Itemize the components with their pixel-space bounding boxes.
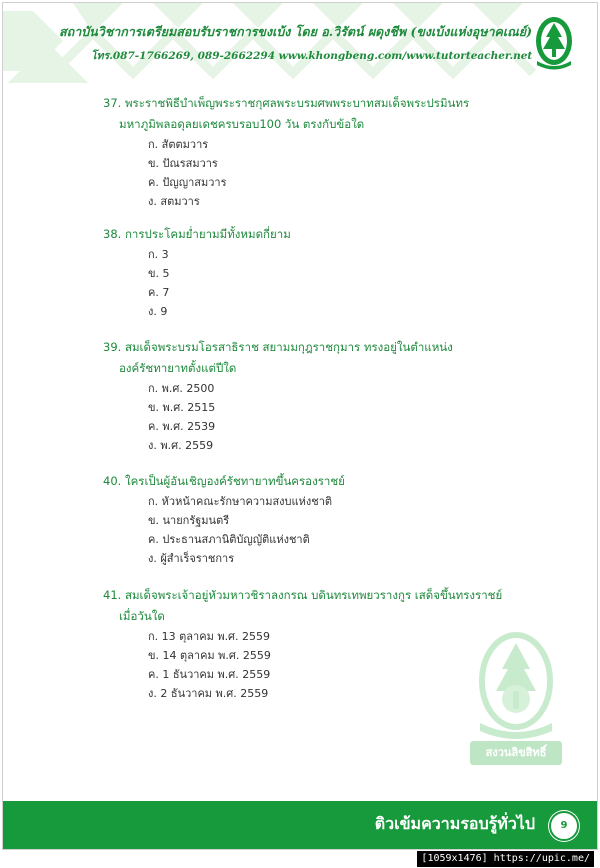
question-text: การประโคมย่ำยามมีทั้งหมดกี่ยาม bbox=[124, 227, 291, 241]
question-number: 41. bbox=[103, 588, 122, 602]
option-a: ก. 13 ตุลาคม พ.ศ. 2559 bbox=[148, 630, 271, 643]
question-number: 39. bbox=[103, 340, 122, 354]
option-a: ก. 3 bbox=[148, 248, 169, 261]
question-title bbox=[103, 224, 523, 245]
option-c: ค. ปัญญาสมวาร bbox=[148, 176, 227, 189]
question-title bbox=[103, 93, 523, 135]
question-37 bbox=[103, 93, 523, 211]
option-c: ค. ประธานสภานิติบัญญัติแห่งชาติ bbox=[148, 533, 310, 546]
question-title bbox=[103, 337, 523, 379]
question-number: 38. bbox=[103, 227, 122, 241]
page bbox=[2, 2, 598, 850]
question-text-cont: องค์รัชทายาทตั้งแต่ปีใด bbox=[119, 361, 237, 375]
option-a: ก. พ.ศ. 2500 bbox=[148, 382, 215, 395]
question-40 bbox=[103, 471, 523, 568]
footer-title: ติวเข้มความรอบรู้ทั่วไป bbox=[374, 814, 535, 833]
copyright-watermark bbox=[470, 631, 562, 771]
question-41 bbox=[103, 585, 523, 703]
source-caption: [1059x1476] https://upic.me/ bbox=[417, 851, 594, 867]
institute-logo-icon bbox=[531, 13, 577, 71]
option-d: ง. ผู้สำเร็จราชการ bbox=[148, 552, 235, 565]
option-d: ง. สตมวาร bbox=[148, 195, 200, 208]
question-39 bbox=[103, 337, 523, 455]
watermark-label: สงวนลิขสิทธิ์ bbox=[470, 741, 562, 765]
header-pattern bbox=[3, 3, 597, 85]
option-d: ง. 9 bbox=[148, 305, 168, 318]
question-38 bbox=[103, 224, 523, 321]
question-text: พระราชพิธีบำเพ็ญพระราชกุศลพระบรมศพพระบาทสมเด็จพระปรมินทร bbox=[124, 96, 470, 110]
option-a: ก. สัตตมวาร bbox=[148, 138, 209, 151]
question-number: 40. bbox=[103, 474, 122, 488]
header-contact: โทร.087-1766269, 089-2662294 www.khongbeng.com/www.tutorteacher.net bbox=[91, 50, 533, 62]
option-b: ข. 14 ตุลาคม พ.ศ. 2559 bbox=[148, 649, 271, 662]
page-number: 9 bbox=[549, 811, 579, 841]
option-d: ง. 2 ธันวาคม พ.ศ. 2559 bbox=[148, 687, 269, 700]
option-d: ง. พ.ศ. 2559 bbox=[148, 439, 214, 452]
option-b: ข. นายกรัฐมนตรี bbox=[148, 514, 230, 527]
question-title bbox=[103, 585, 523, 627]
question-text: สมเด็จพระเจ้าอยู่หัวมหาวชิราลงกรณ บดินทรเทพยวรางกูร เสด็จขึ้นทรงราชย์ bbox=[124, 588, 503, 602]
option-a: ก. หัวหน้าคณะรักษาความสงบแห่งชาติ bbox=[148, 495, 333, 508]
question-text: สมเด็จพระบรมโอรสาธิราช สยามมกุฎราชกุมาร ทรงอยู่ในตำแหน่ง bbox=[124, 340, 453, 354]
header-title: สถาบันวิชาการเตรียมสอบรับราชการขงเบ้ง โดย อ.วิรัตน์ ผดุงชีพ (ขงเบ้งแห่งอุษาคเณย์) bbox=[59, 24, 532, 39]
question-text-cont: เมื่อวันใด bbox=[119, 609, 165, 623]
option-b: ข. 5 bbox=[148, 267, 170, 280]
option-c: ค. 7 bbox=[148, 286, 170, 299]
option-c: ค. พ.ศ. 2539 bbox=[148, 420, 216, 433]
watermark-logo-icon bbox=[470, 631, 562, 739]
question-title bbox=[103, 471, 523, 492]
question-number: 37. bbox=[103, 96, 122, 110]
option-b: ข. ปัณรสมวาร bbox=[148, 157, 218, 170]
question-text: ใครเป็นผู้อันเชิญองค์รัชทายาทขึ้นครองราชย์ bbox=[124, 474, 345, 488]
header bbox=[3, 3, 597, 85]
source-bar bbox=[0, 850, 600, 868]
question-text-cont: มหาภูมิพลอดุลยเดชครบรอบ100 วัน ตรงกับข้อใด bbox=[119, 117, 365, 131]
option-b: ข. พ.ศ. 2515 bbox=[148, 401, 216, 414]
footer bbox=[3, 801, 597, 849]
option-c: ค. 1 ธันวาคม พ.ศ. 2559 bbox=[148, 668, 271, 681]
